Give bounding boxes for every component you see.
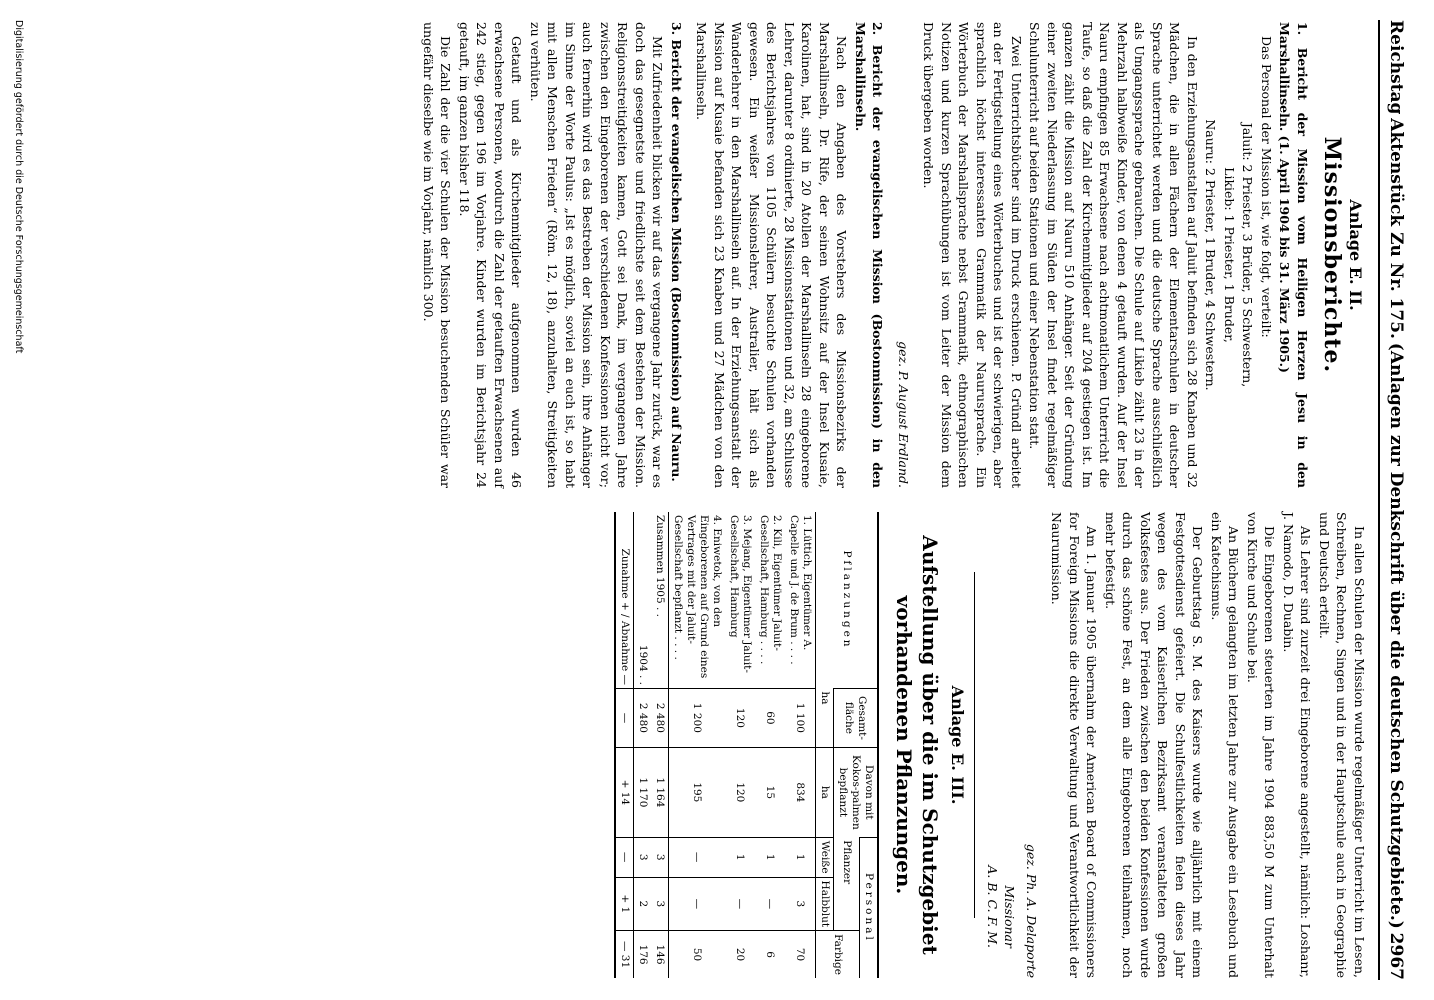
row-weisse: — (615, 837, 634, 877)
row-weisse: 3 (634, 837, 652, 877)
row-gesamt: 2 480 (634, 689, 652, 748)
r-paragraph-6: Am 1. Januar 1905 übernahm der American Board of Commissioners for Foreign Missions die direkte Verwaltung und Verantwortlichkeit der Naurumission. (1049, 512, 1100, 978)
unit-davon: ha (816, 747, 834, 837)
r-signature-org: A. B. C. F. M. (985, 865, 1000, 948)
r-paragraph-5: Der Geburtstag S. M. des Kaisers wurde wie alljährlich mit einem Festgottesdienst gefeiert. Die Schulfestlichkeiten fielen dieses Jahr wegen des vom Kaiserlichen Bezirksamt veranstalteten großen Volksfestes aus. Der Frieden zwischen den beiden Konfessionen wurde durch das schöne Fest, an dem alle Eingeborenen teilnahmen, noch mehr befestigt. (1103, 512, 1206, 978)
col-pflanzer: Pflanzer (834, 837, 860, 930)
row-name: 4. Eniwetok, von den Eingeborenen auf Grund eines Vertrages mit der Jaluit-Gesellschaft bepflanzt . . . . (672, 515, 723, 679)
r-paragraph-3: Die Eingeborenen steuerten im Jahre 1904 883,50 M zum Unterhalt von Kirche und Schule bei. (1245, 512, 1278, 978)
r-paragraph-4: An Büchern gelangten im letzten Jahre zur Ausgabe ein Lesebuch und ein Katechismus. (1209, 512, 1242, 978)
row-gesamt: 1 100 (785, 689, 816, 748)
s1-paragraph-3: Zwei Unterrichtsbücher sind im Druck erschienen. P. Gründl arbeitet an der Fertigstellung eines Wörterbuches und ist der schwierigen, aber sprachlich höchst interessanten Grammatik der Naurusprache. Ein Wörterbuch der Marshallsprache nebst Grammatik, ethnographischen Notizen und kurzen Sprachübungen ist vom Leiter der Mission dem Druck übergeben worden. (921, 22, 1024, 488)
page-header (1378, 20, 1412, 980)
s3-paragraph-1: Mit Zufriedenheit blicken wir auf das vergangene Jahr zurück, war es doch das gesegnetste und friedlichste seit dem Bestehen der Mission. Religionsstreitigkeiten kamen, Gott sei Dank, im vergangenen Jahre zwischen den Eingeborenen der verschiedenen Konfessionen nicht vor; auch fernerhin wird es das Bestreben der Mission sein, ihre Anhänger im Sinne der Worte Paulus: „Ist es möglich, soviel an euch ist, so habt mit allen Menschen Frieden“ (Röm. 12, 18), anzuhalten, Streitigkeiten zu verhüten. (528, 22, 666, 488)
s1-signature: gez. P. August Erdland. (896, 341, 911, 488)
table-row (755, 512, 785, 978)
row-halbblut: — (725, 877, 755, 931)
row-farbige: 6 (755, 931, 785, 978)
table-row (669, 512, 726, 978)
row-davon: 120 (725, 747, 755, 837)
section-3-heading: 3. Bericht der evangelischen Mission (Bostonmission) auf Nauru. (669, 22, 684, 482)
row-weisse: 3 (651, 837, 669, 877)
header-left: Reichstag (1386, 20, 1406, 115)
row-gesamt: 1 200 (669, 689, 726, 748)
row-davon: 834 (785, 747, 816, 837)
difference-row (615, 512, 634, 978)
row-farbige: 20 (725, 931, 755, 978)
anlage-e3-heading: Anlage E. III. (948, 685, 968, 805)
row-name: 1904 . . (637, 644, 649, 685)
unit-gesamt: ha (816, 689, 834, 748)
row-halbblut: 2 (634, 877, 652, 931)
row-farbige: 70 (785, 931, 816, 978)
row-farbige: 50 (669, 931, 726, 978)
row-davon: 195 (669, 747, 726, 837)
plantations-table (614, 512, 879, 978)
col-farbige: Farbige (816, 931, 860, 978)
total-row-1905 (651, 512, 669, 978)
row-halbblut: + 1 (615, 877, 634, 931)
r-paragraph-1: In allen Schulen der Mission wurde regelmäßiger Unterricht im Lesen, Schreiben, Rechnen, Singen und in der Hauptschule auch in Geographie und Deutsch erteilt. (1317, 512, 1367, 978)
row-davon: + 14 (615, 747, 634, 837)
left-column (419, 22, 1369, 488)
row-davon: 15 (755, 747, 785, 837)
row-davon: 1 164 (651, 747, 669, 837)
r-signature-name: gez. Ph. A. Delaporte (1024, 843, 1039, 978)
row-halbblut: — (669, 877, 726, 931)
r-signature-role: Missionar (1002, 885, 1018, 948)
row-halbblut: 3 (785, 877, 816, 931)
col-weisse: Weiße (816, 837, 834, 877)
header-middle: Aktenstück Zu Nr. 175. (1386, 118, 1406, 339)
row-farbige: 146 (651, 931, 669, 978)
row-davon: 1 170 (634, 747, 652, 837)
row-halbblut: — (755, 877, 785, 931)
row-gesamt: 60 (755, 689, 785, 748)
digitization-footer: Digitalisierung gefördert durch die Deutsche Forschungsgemeinschaft (13, 20, 24, 354)
row-name: Zusammen 1905 . . (651, 512, 669, 689)
row-name: Zunahme + / Abnahme — (615, 512, 634, 689)
s1-list-likieb: Likieb: 1 Priester, 1 Bruder, (1222, 167, 1237, 343)
s1-paragraph-1: Das Personal der Mission ist, wie folgt, verteilt: (1259, 36, 1274, 338)
row-weisse: — (669, 837, 726, 877)
divider-rule (975, 572, 976, 918)
row-weisse: 1 (785, 837, 816, 877)
row-name: 3. Mejang, Eigentümer Jaluit-Gesellschaft, Hamburg (728, 515, 753, 673)
col-personal: Personal (860, 837, 879, 978)
row-weisse: 1 (755, 837, 785, 877)
table-row (785, 512, 816, 978)
section-2-heading: 2. Bericht der evangelischen Mission (Bostonmission) in den Marshallinseln. (853, 22, 886, 488)
section-1-heading: 1. Bericht der Mission vom Heiligen Herzen Jesu in den Marshallinseln. (1. April 1904 bis 31. März 1905.) (1277, 22, 1310, 488)
row-weisse: 1 (725, 837, 755, 877)
col-halbblut: Halbblut (816, 877, 834, 931)
col-pflanzungen: Pflanzungen (816, 512, 879, 689)
col-davon-kokos: Davon mit Kokos-palmen bepflanzt (834, 747, 879, 837)
s2-paragraph-1: Nach den Angaben des Vorstehers des Missionsbezirks der Marshallinseln, Dr. Rife, der seinen Wohnsitz auf der Insel Kusaie, Karolinen, hat, sind in 20 Atollen der Marshallinseln 28 eingeborene Lehrer, darunter 8 ordinierte, 28 Missionsstationen und 32, am Schlusse des Berichtsjahres von 1105 Schülern besuchte Schulen vorhanden gewesen. Ein weißer Missionslehrer, Australier, hält sich als Wanderlehrer in den Marshallinseln auf. In der Erziehungsanstalt der Mission auf Kusaie befanden sich 23 Knaben und 27 Mädchen von den Marshallinseln. (694, 22, 850, 488)
s3-paragraph-3: Die Zahl der die vier Schulen der Mission besuchenden Schüler war ungefähr dieselbe wie im Vorjahr, nämlich 300. (421, 22, 454, 488)
table-row (725, 512, 755, 978)
row-halbblut: 3 (651, 877, 669, 931)
anlage-e2-heading: Anlage E. II. (1346, 199, 1365, 311)
pflanzungen-title: Aufstellung über die im Schutzgebiet vorhandenen Pflanzungen. (892, 535, 942, 955)
row-farbige: — 31 (615, 931, 634, 978)
row-farbige: 176 (634, 931, 652, 978)
s3-paragraph-2: Getauft und als Kirchenmitglieder aufgenommen wurden 46 erwachsene Personen, wodurch die Zahl der getauften Erwachsenen auf 242 stieg, gegen 196 im Vorjahre. Kinder wurden im Berichtsjahr 24 getauft, im ganzen bisher 118. (457, 22, 525, 488)
col-gesamtflaeche: Gesamt-fläche (834, 689, 879, 748)
row-name: 1. Lüttich, Eigentümer A. Capelle und J. de Brum . . . . (788, 515, 813, 665)
header-right-title: (Anlagen zur Denkschrift über die deutschen Schutzgebiete.) (1386, 342, 1406, 929)
row-gesamt: — (615, 689, 634, 748)
row-gesamt: 120 (725, 689, 755, 748)
total-row-1904 (634, 512, 652, 978)
s1-paragraph-2: In den Erziehungsanstalten auf Jaluit befinden sich 28 Knaben und 32 Mädchen, die in allen Fächern der Elementarschulen in deutscher Sprache unterrichtet werden und die deutsche Sprache ausschließlich als Umgangssprache gebrauchen. Die Schule auf Likieb zählt 23 in der Mehrzahl halbweiße Kinder, von denen 4 getauft wurden. Auf der Insel Nauru empfingen 85 Erwachsene nach achtmonatlichem Unterricht die Taufe, so daß die Zahl der Kirchenmitglieder auf 204 gestiegen ist. Im ganzen zählt die Mission auf Nauru 510 Anhänger. Seit der Gründung einer zweiten Niederlassung im Süden der Insel findet regelmäßiger Schulunterricht auf beiden Stationen und einer Nebenstation statt. (1027, 22, 1200, 488)
row-gesamt: 2 480 (651, 689, 669, 748)
missionsberichte-title: Missionsberichte. (1319, 136, 1346, 374)
s1-list-nauru: Nauru: 2 Priester, 1 Bruder, 4 Schwestern. (1203, 119, 1219, 391)
row-name: 2. Kili, Eigentümer Jaluit-Gesellschaft, Hamburg . . . . (758, 515, 783, 665)
page-number: 2967 (1386, 932, 1406, 980)
r-paragraph-2: Als Lehrer sind zurzeit drei Eingeborene angestellt, nämlich: Loshanr, J. Namodo, D. Duabin. (1281, 512, 1314, 978)
s1-list-jaluit: Jaluit: 2 Priester, 3 Brüder, 5 Schwestern, (1240, 122, 1256, 388)
right-column (614, 512, 1368, 978)
